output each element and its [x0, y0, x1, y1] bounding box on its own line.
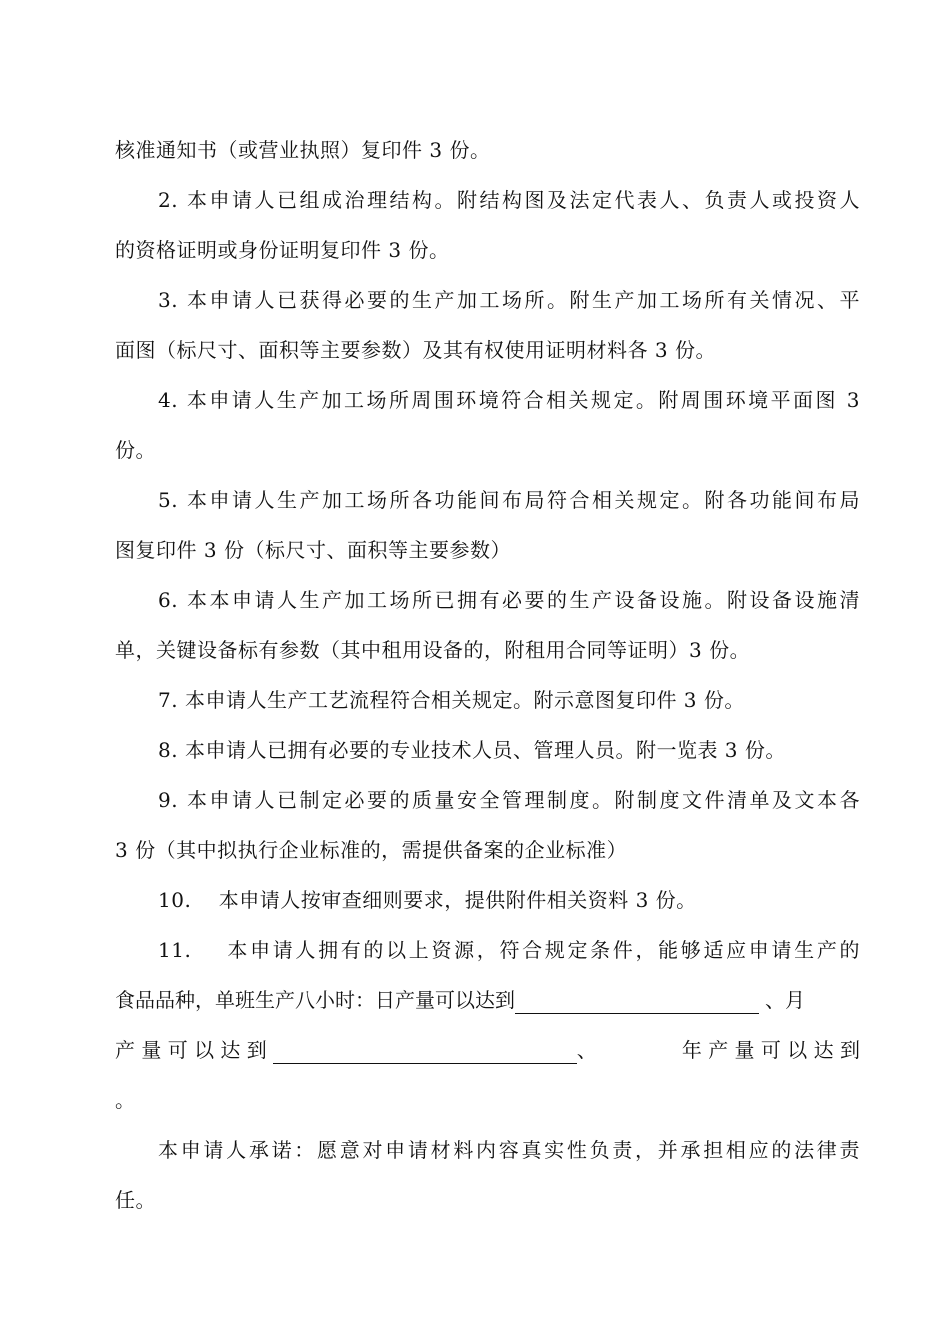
paragraph-line: 10. 本申请人按审查细则要求，提供附件相关资料 3 份。: [158, 888, 697, 912]
paragraph-line: 核准通知书（或营业执照）复印件 3 份。: [115, 138, 491, 162]
paragraph-line: 图复印件 3 份（标尺寸、面积等主要参数）: [115, 538, 511, 562]
paragraph-line: 6. 本本申请人生产加工场所已拥有必要的生产设备设施。附设备设施清: [158, 588, 860, 612]
daily-output-blank[interactable]: [515, 991, 759, 1014]
monthly-output-blank[interactable]: [273, 1041, 577, 1064]
monthly-output-cont: 产 量 可 以 达 到: [115, 1038, 267, 1062]
separator-comma: 、: [576, 1038, 597, 1062]
paragraph-line: 4. 本申请人生产加工场所周围环境符合相关规定。附周围环境平面图 3: [158, 388, 860, 412]
paragraph-line: 5. 本申请人生产加工场所各功能间布局符合相关规定。附各功能间布局: [158, 488, 860, 512]
capacity-row-daily: [115, 986, 860, 1014]
monthly-output-label: 、月: [765, 988, 805, 1012]
paragraph-line: 面图（标尺寸、面积等主要参数）及其有权使用证明材料各 3 份。: [115, 338, 716, 362]
paragraph-line: 3. 本申请人已获得必要的生产加工场所。附生产加工场所有关情况、平: [158, 288, 860, 312]
paragraph-line: 的资格证明或身份证明复印件 3 份。: [115, 238, 450, 262]
paragraph-line: 7. 本申请人生产工艺流程符合相关规定。附示意图复印件 3 份。: [158, 688, 745, 712]
paragraph-line: 3 份（其中拟执行企业标准的，需提供备案的企业标准）: [115, 838, 628, 862]
capacity-row-monthly-yearly: [115, 1036, 860, 1064]
paragraph-line: 份。: [115, 438, 156, 462]
yearly-output-label: 年 产 量 可 以 达 到: [681, 1038, 860, 1062]
paragraph-line: 11. 本申请人拥有的以上资源，符合规定条件，能够适应申请生产的: [158, 938, 860, 962]
commitment-line: 任。: [115, 1188, 156, 1212]
commitment-line: 本申请人承诺：愿意对申请材料内容真实性负责，并承担相应的法律责: [158, 1138, 860, 1162]
daily-output-label: 食品品种，单班生产八小时：日产量可以达到: [115, 988, 515, 1012]
paragraph-line: 2. 本申请人已组成治理结构。附结构图及法定代表人、负责人或投资人: [158, 188, 860, 212]
paragraph-line: 单，关键设备标有参数（其中租用设备的，附租用合同等证明）3 份。: [115, 638, 751, 662]
monthly-output-group: [115, 1036, 597, 1064]
paragraph-line: 8. 本申请人已拥有必要的专业技术人员、管理人员。附一览表 3 份。: [158, 738, 786, 762]
period-mark: 。: [115, 1088, 136, 1112]
paragraph-line: 9. 本申请人已制定必要的质量安全管理制度。附制度文件清单及文本各: [158, 788, 860, 812]
